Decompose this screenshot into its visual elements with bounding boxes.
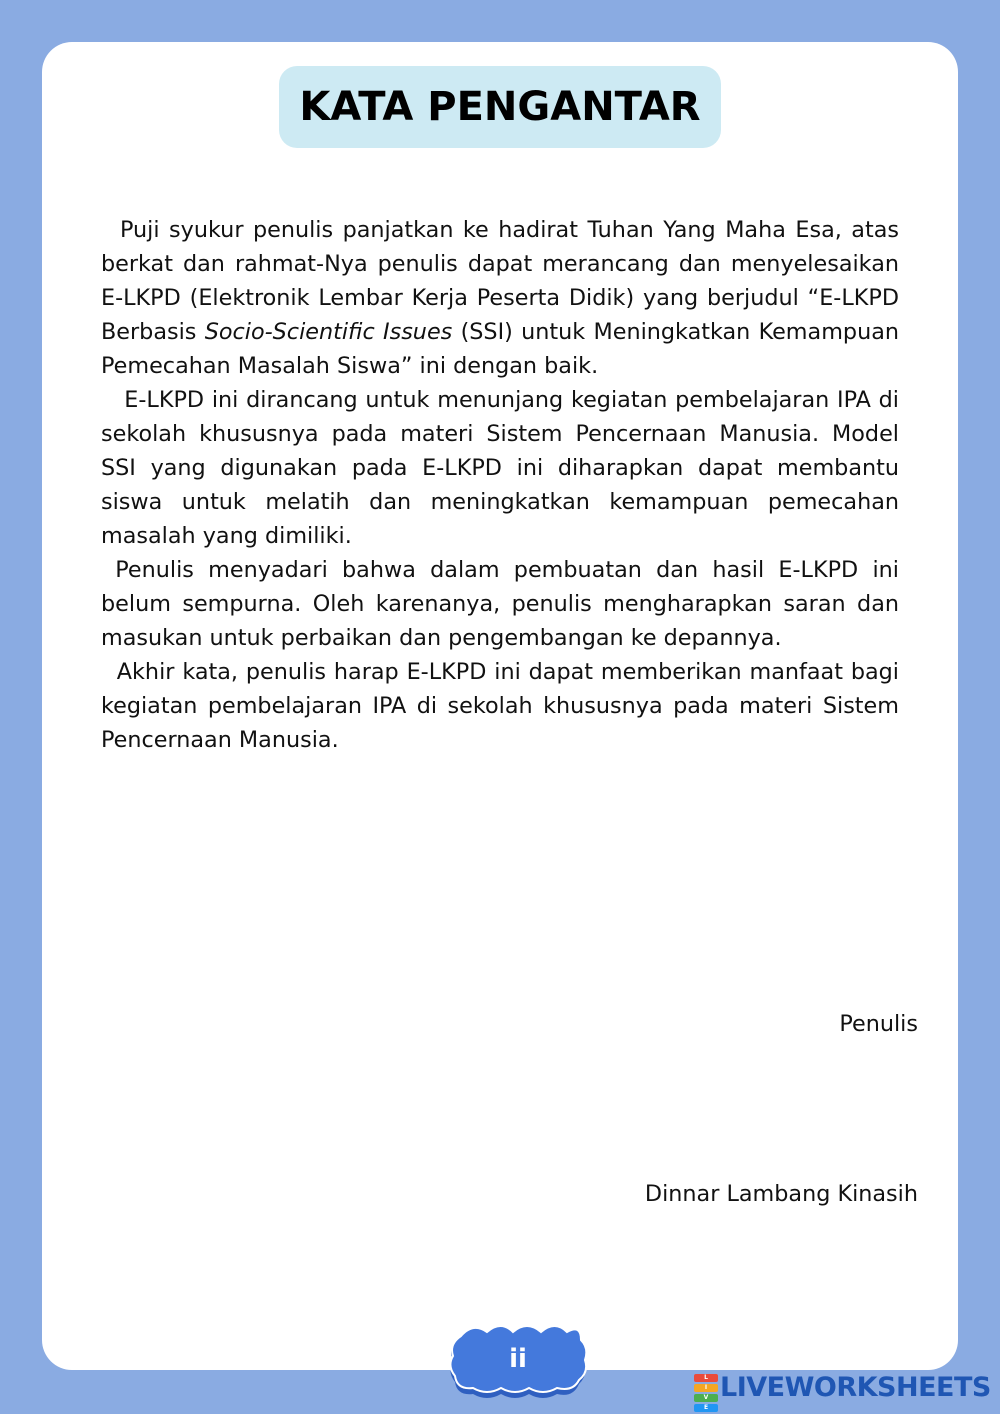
paragraph-1-text-b: (SSI) untuk Meningkatkan Kemampuan Pemecahan Masalah Siswa” ini dengan baik.: [101, 319, 899, 379]
logo-letter-v: V: [694, 1394, 718, 1402]
signature-role: Penulis: [839, 1011, 918, 1037]
paragraph-1-text-a: Puji syukur penulis panjatkan ke hadirat Tuhan Yang Maha Esa, atas berkat dan rahmat-Nya penulis dapat merancang dan menyelesaikan E-LKPD (Elektronik Lembar Kerja Peserta Didik) yang berjudul “E-LKPD Berbasis: [101, 217, 899, 345]
paragraph-2: E-LKPD ini dirancang untuk menunjang kegiatan pembelajaran IPA di sekolah khususnya pada materi Sistem Pencernaan Manusia. Model SSI yang digunakan pada E-LKPD ini diharapkan dapat membantu siswa untuk melatih dan meningkatkan kemampuan pemecahan masalah yang dimiliki.: [101, 387, 899, 549]
paragraph-1-italic-term: Socio-Scientific Issues: [204, 319, 453, 345]
liveworksheets-wordmark: LIVEWORKSHEETS: [720, 1372, 991, 1403]
paragraph-4: Akhir kata, penulis harap E-LKPD ini dapat memberikan manfaat bagi kegiatan pembelajaran IPA di sekolah khususnya pada materi Sistem Pencernaan Manusia.: [101, 659, 899, 753]
title-banner: [279, 66, 721, 148]
paragraph-1: [101, 213, 899, 383]
page-title: KATA PENGANTAR: [299, 84, 701, 130]
liveworksheets-watermark: [694, 1372, 991, 1411]
logo-letter-l: L: [694, 1374, 718, 1382]
page-number-badge: [449, 1326, 587, 1398]
logo-letter-e: E: [694, 1404, 718, 1412]
paragraph-3: Penulis menyadari bahwa dalam pembuatan dan hasil E-LKPD ini belum sempurna. Oleh karenanya, penulis mengharapkan saran dan masukan untuk perbaikan dan pengembangan ke depannya.: [101, 557, 899, 651]
liveworksheets-logo-icon: [694, 1373, 718, 1411]
foreword-body: [101, 213, 899, 757]
signature-name: Dinnar Lambang Kinasih: [644, 1181, 918, 1207]
page-number: ii: [509, 1344, 527, 1374]
logo-letter-i: I: [694, 1384, 718, 1392]
